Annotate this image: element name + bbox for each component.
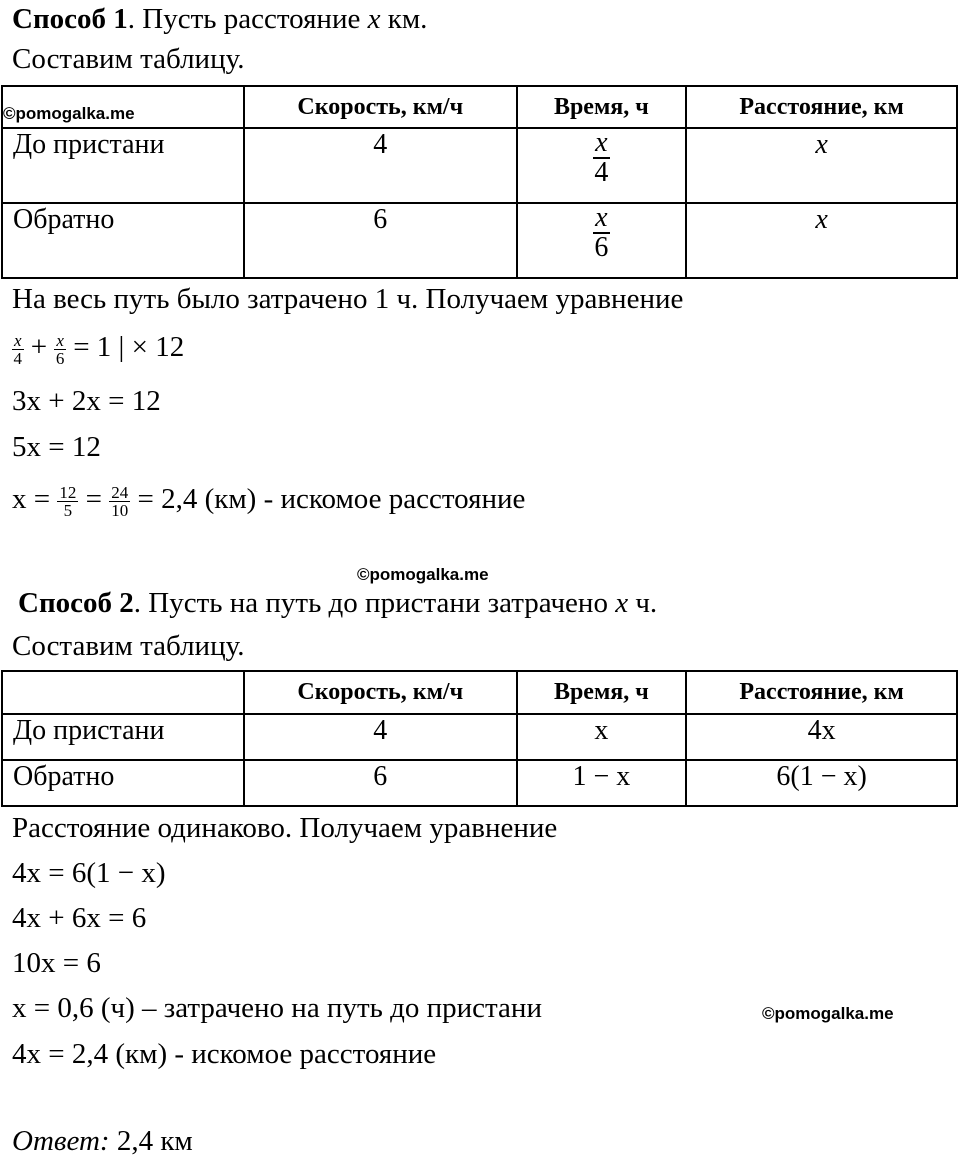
watermark: ©pomogalka.me	[357, 565, 489, 584]
time-den: 6	[594, 232, 609, 263]
table-row	[2, 714, 957, 760]
answer-label: Ответ:	[12, 1125, 110, 1157]
eq4: x = $\frac{12}{5}$ = $\frac{24}{10}$ = 2,4 (км) - искомое расстояние	[12, 482, 526, 520]
time-num: x	[595, 127, 608, 158]
row-label: До пристани	[2, 714, 244, 760]
eq-den: 6	[55, 348, 65, 368]
header-speed: Скорость, км/ч	[244, 86, 517, 128]
s1-title: Способ 1	[12, 3, 128, 35]
header-time: Время, ч	[517, 671, 687, 714]
eq: 4x = 6(1 − x)	[12, 857, 166, 889]
eq3: 5x = 12	[12, 431, 101, 463]
table-row	[2, 128, 957, 203]
speed-cell: 4	[244, 714, 517, 760]
eq4-pre: x =	[12, 483, 58, 515]
header-empty	[2, 671, 244, 714]
header-speed: Скорость, км/ч	[244, 671, 517, 714]
row-label: До пристани	[2, 128, 244, 203]
eq-num: x	[56, 330, 64, 350]
eq: 4x = 2,4 (км) - искомое расстояние	[12, 1038, 437, 1070]
s1-intro: . Пусть расстояние	[127, 3, 368, 35]
s2-same: Расстояние одинаково. Получаем уравнение	[12, 812, 558, 844]
s2-var: x	[615, 587, 629, 619]
speed-cell: 6	[244, 760, 517, 806]
time-cell: x	[517, 714, 687, 760]
table-row	[2, 760, 957, 806]
eq2: 3x + 2x = 12	[12, 385, 161, 417]
eq-num: x	[14, 330, 22, 350]
s2-unit: ч.	[628, 587, 658, 619]
s1-var: x	[367, 3, 381, 35]
answer	[12, 1124, 193, 1158]
s1-table	[1, 85, 958, 279]
eq-den: 4	[13, 348, 23, 368]
distance-cell: 6(1 − x)	[686, 760, 957, 806]
eq: 10x = 6	[12, 947, 101, 979]
header-time: Время, ч	[517, 86, 687, 128]
s2-intro: . Пусть на путь до пристани затрачено	[133, 587, 616, 619]
s2-table	[1, 670, 958, 807]
eq4-post: = 2,4 (км) - искомое расстояние	[130, 483, 526, 515]
speed-cell: 4	[244, 128, 517, 203]
time-cell	[517, 203, 687, 278]
distance-cell: 4x	[686, 714, 957, 760]
speed-cell: 6	[244, 203, 517, 278]
watermark: ©pomogalka.me	[3, 104, 135, 123]
s1-make: Составим таблицу.	[12, 43, 245, 75]
eq: 4x + 6x = 6	[12, 902, 147, 934]
row-label: Обратно	[2, 760, 244, 806]
header-distance: Расстояние, км	[686, 86, 957, 128]
s1-total: На весь путь было затрачено 1 ч. Получаем уравнение	[12, 283, 684, 315]
time-num: x	[595, 202, 608, 233]
watermark: ©pomogalka.me	[762, 1004, 894, 1023]
s1-heading	[12, 2, 427, 36]
s2-title: Способ 2	[18, 587, 134, 619]
time-den: 4	[594, 157, 609, 188]
time-cell: 1 − x	[517, 760, 687, 806]
eq: x = 0,6 (ч) – затрачено на путь до пристани	[12, 992, 542, 1024]
header-distance: Расстояние, км	[686, 671, 957, 714]
eq1-rest: = 1 | × 12	[65, 331, 185, 363]
s1-unit: км.	[380, 3, 428, 35]
distance-cell: x	[815, 129, 828, 160]
s2-make: Составим таблицу.	[12, 630, 245, 662]
table-row	[2, 203, 957, 278]
eq1: $\frac{x}{4}$ + $\frac{x}{6}$ = 1 | × 12	[13, 330, 185, 368]
s2-heading	[18, 586, 657, 620]
answer-value: 2,4 км	[109, 1125, 193, 1157]
time-cell	[517, 128, 687, 203]
distance-cell: x	[815, 204, 828, 235]
row-label: Обратно	[2, 203, 244, 278]
